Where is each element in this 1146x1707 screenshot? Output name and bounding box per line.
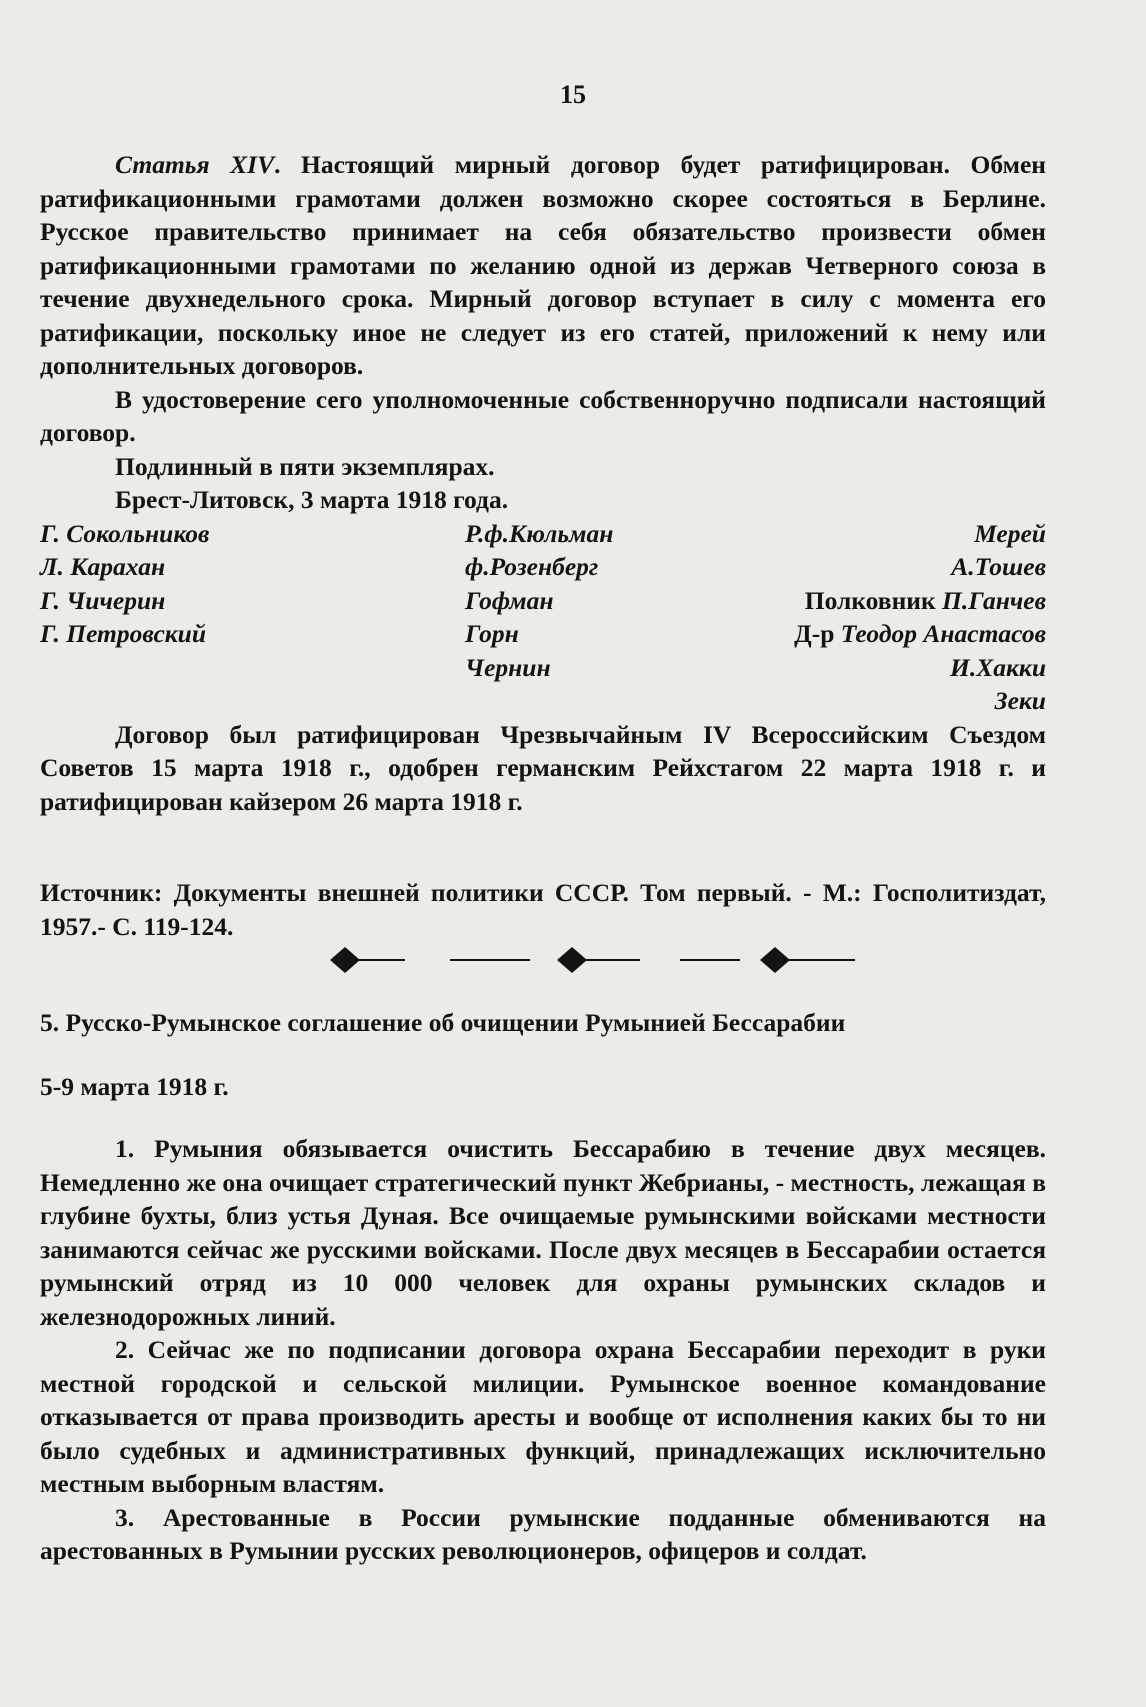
source-text: Документы внешней политики СССР. Том первый. - М.: Госполитиздат, 1957.- С. 119-124. (40, 878, 1046, 941)
signature: Г. Чичерин (40, 585, 166, 615)
section-5-heading-block (40, 1006, 1046, 1040)
clause-3: 3. Арестованные в России румынские подданные обмениваются на арестованных в Румынии русских революционеров, офицеров и солдат. (40, 1502, 1046, 1565)
source-label: Источник: (40, 878, 163, 907)
signature: Л. Карахан (40, 552, 166, 581)
article-14-label: Статья XIV (115, 150, 275, 179)
diamond-ornament (760, 947, 790, 973)
signature: Г. Петровский (40, 619, 207, 648)
page-number: 15 (560, 80, 586, 109)
signature-row (40, 584, 1046, 618)
section-divider (0, 940, 1146, 980)
signatures-block (40, 517, 1046, 718)
diamond-ornament (330, 947, 360, 973)
signature-rank: Полковник (804, 585, 943, 615)
source-note (40, 876, 1046, 943)
signature: Гофман (465, 585, 554, 615)
signature: Чернин (465, 652, 551, 682)
signature: Зеки (994, 686, 1046, 715)
signature-name: П.Ганчев (942, 585, 1046, 615)
copies-note: Подлинный в пяти экземплярах. (115, 451, 495, 481)
signature: И.Хакки (950, 652, 1046, 682)
signature: А.Тошев (951, 552, 1046, 581)
article-14 (40, 148, 1046, 383)
clause-2: 2. Сейчас же по подписании договора охрана Бессарабии переходит в руки местной городской и сельской милиции. Румынское военное командование отказывается от права производить аресты и вообще от исполнения каких бы то ни было судебных и административных функций, принадлежащих исключительно местным выборным властям. (40, 1335, 1046, 1498)
signature: Р.ф.Кюльман (465, 518, 614, 548)
section-heading: 5. Русско-Румынское соглашение об очищении Румынией Бессарабии (40, 1008, 846, 1037)
signature-rank: Д-р (794, 619, 841, 648)
section-date: 5-9 марта 1918 г. (40, 1072, 229, 1101)
treaty-ending (40, 148, 1046, 818)
signature-row (40, 617, 1046, 651)
signature-name: Теодор Анастасов (840, 619, 1046, 648)
signature: ф.Розенберг (465, 552, 599, 581)
clause-1: 1. Румыния обязывается очистить Бессарабию в течение двух месяцев. Немедленно же она очищает стратегический пункт Жебрианы, - местность, лежащая в глубине бухты, близ устья Дуная. Все очищаемые румынскими войсками местности занимаются сейчас же русскими войсками. После двух месяцев в Бессарабии остается румынский отряд из 10 000 человек для охраны румынских складов и железнодорожных линий. (40, 1134, 1046, 1331)
signature-row (40, 651, 1046, 685)
signature-row (40, 684, 1046, 718)
ratification-note: Договор был ратифицирован Чрезвычайным IV Всероссийским Съездом Советов 15 марта 1918 г., одобрен германским Рейхстагом 22 марта 1918 г. и ратифицирован кайзером 26 марта 1918 г. (40, 719, 1046, 816)
signature: Мерей (974, 518, 1046, 548)
signature: Горн (465, 619, 519, 648)
signature: Г. Сокольников (40, 518, 210, 548)
signature-row (40, 517, 1046, 551)
place-date: Брест-Литовск, 3 марта 1918 года. (115, 485, 509, 514)
signature-row (40, 550, 1046, 584)
signature (794, 617, 1046, 651)
section-5-date-block (40, 1070, 1046, 1104)
diamond-ornament (557, 947, 587, 973)
signature (805, 584, 1046, 618)
article-14-text: . Настоящий мирный договор будет ратифицирован. Обмен ратификационными грамотами должен возможно скорее состояться в Берлине. Русское правительство принимает на себя обязательство произвести обмен ратификационными грамотами по желанию одной из держав Четверного союза в течение двухнедельного срока. Мирный договор вступает в силу с момента его ратификации, поскольку иное не следует из его статей, приложений к нему или дополнительных договоров. (40, 150, 1046, 380)
section-5-body (40, 1132, 1046, 1568)
attestation: В удостоверение сего уполномоченные собственноручно подписали настоящий договор. (40, 384, 1046, 447)
